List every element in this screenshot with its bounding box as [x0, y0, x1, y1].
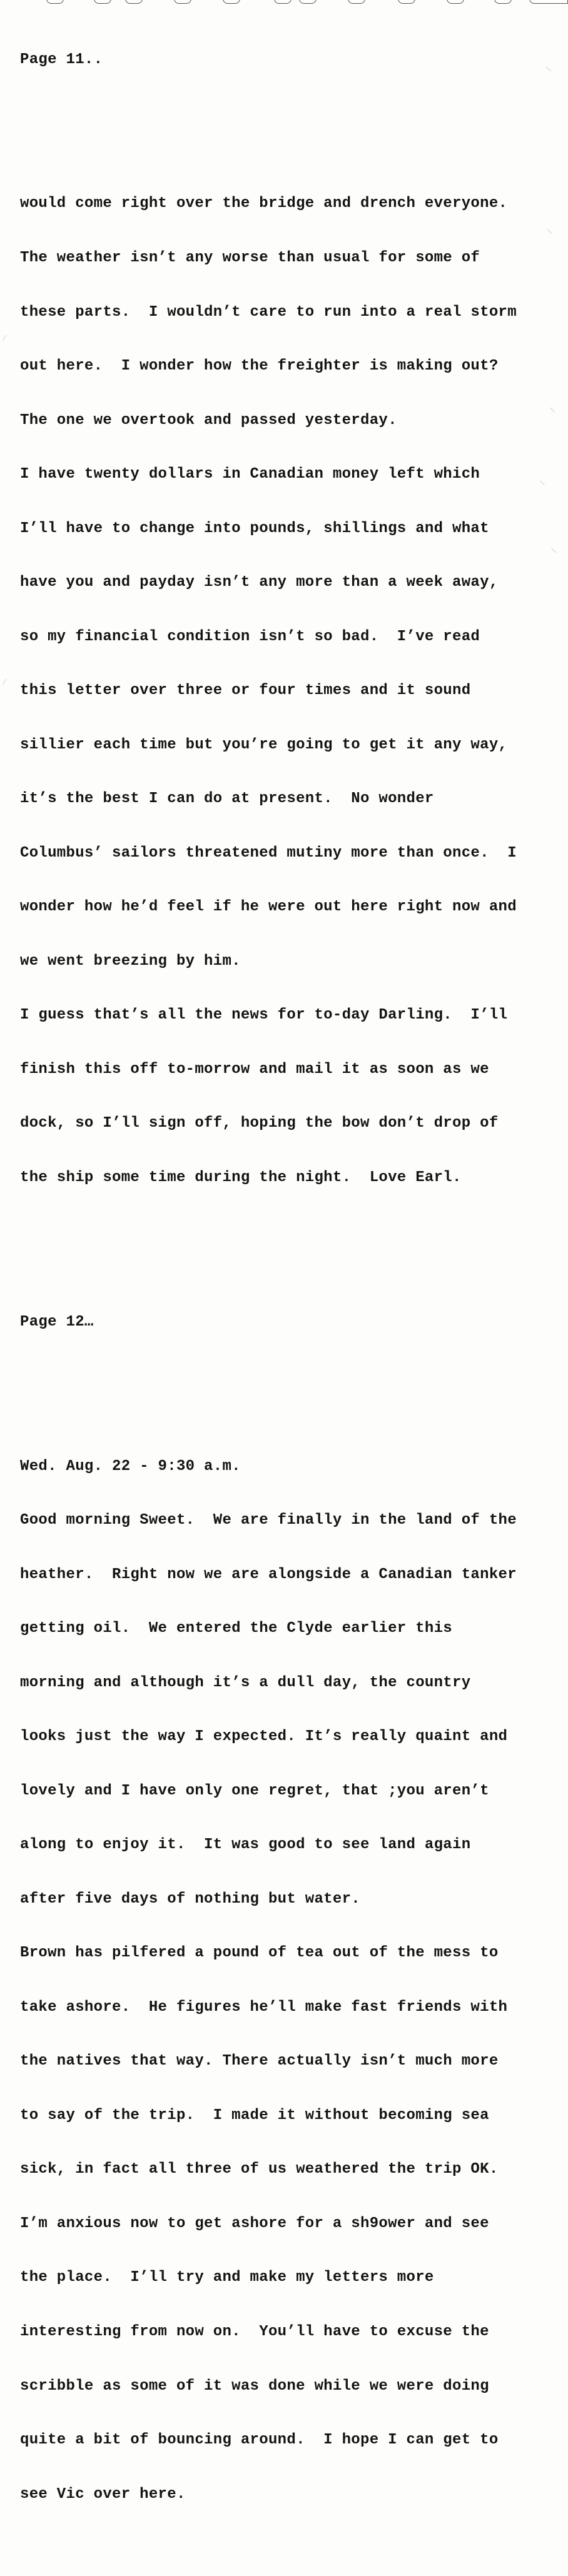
text-line: take ashore. He figures he’ll make fast friends with	[20, 1998, 508, 2016]
text-line: see Vic over here.	[20, 2485, 186, 2503]
text-line: I’m anxious now to get ashore for a sh9ower and see	[20, 2215, 489, 2232]
page-11-header: Page 11..	[20, 51, 103, 68]
text-line: the ship some time during the night. Love Earl.	[20, 1169, 462, 1186]
text-line: these parts. I wouldn’t care to run into a real storm	[20, 303, 517, 321]
text-line: The weather isn’t any worse than usual for some of	[20, 249, 480, 266]
text-line: along to enjoy it. It was good to see land again	[20, 1836, 471, 1854]
text-line: to say of the trip. I made it without becoming sea	[20, 2106, 489, 2124]
spiral-binding	[0, 0, 563, 5]
scan-artifact	[3, 679, 6, 685]
text-line: Brown has pilfered a pound of tea out of the mess to	[20, 1945, 499, 1962]
text-line: The one we overtook and passed yesterday.	[20, 411, 397, 429]
text-line: have you and payday isn’t any more than a week away,	[20, 574, 499, 591]
text-line: we went breezing by him.	[20, 952, 241, 970]
text-line: Good morning Sweet. We are finally in the land of the	[20, 1512, 517, 1529]
text-line: lovely and I have only one regret, that ;you aren’t	[20, 1782, 489, 1799]
text-line: dock, so I’ll sign off, hoping the bow don’t drop of	[20, 1115, 499, 1132]
text-line: it’s the best I can do at present. No wonder	[20, 790, 434, 808]
letter-text	[20, 15, 558, 2576]
text-line: scribble as some of it was done while we were doing	[20, 2377, 489, 2395]
text-line: finish this off to-morrow and mail it as soon as we	[20, 1060, 489, 1078]
text-line: the place. I’ll try and make my letters more	[20, 2269, 434, 2287]
text-line: would come right over the bridge and drench everyone.	[20, 195, 508, 213]
text-line: after five days of nothing but water.	[20, 1890, 360, 1908]
text-line: I have twenty dollars in Canadian money left which	[20, 466, 480, 483]
scan-artifact	[3, 335, 6, 341]
page-12-body	[20, 1422, 558, 2540]
blank-line	[20, 105, 558, 123]
text-line: out here. I wonder how the freighter is making out?	[20, 358, 499, 375]
text-line: I’ll have to change into pounds, shillings and what	[20, 520, 489, 537]
text-line: looks just the way I expected. It’s really quaint and	[20, 1728, 508, 1746]
text-line: quite a bit of bouncing around. I hope I can get to	[20, 2432, 499, 2449]
text-line: so my financial condition isn’t so bad. I’ve read	[20, 628, 480, 645]
text-line: getting oil. We entered the Clyde earlier this	[20, 1620, 453, 1638]
text-line: sillier each time but you’re going to get it any way,	[20, 736, 508, 753]
page-12-header: Page 12…	[20, 1313, 94, 1331]
blank-line	[20, 1367, 558, 1386]
page-11-body	[20, 159, 558, 1224]
blank-line	[20, 1259, 558, 1277]
text-line: heather. Right now we are alongside a Canadian tanker	[20, 1566, 517, 1583]
date-line: Wed. Aug. 22 - 9:30 a.m.	[20, 1457, 241, 1475]
text-line: Columbus’ sailors threatened mutiny more than once. I	[20, 844, 517, 862]
text-line: wonder how he’d feel if he were out here right now and	[20, 898, 517, 916]
text-line: sick, in fact all three of us weathered the trip OK.	[20, 2161, 499, 2178]
text-line: I guess that’s all the news for to-day Darling. I’ll	[20, 1007, 508, 1024]
text-line: this letter over three or four times and it sound	[20, 682, 471, 700]
text-line: the natives that way. There actually isn’t much more	[20, 2053, 499, 2070]
text-line: morning and although it’s a dull day, the country	[20, 1674, 471, 1691]
text-line: interesting from now on. You’ll have to excuse the	[20, 2323, 489, 2340]
